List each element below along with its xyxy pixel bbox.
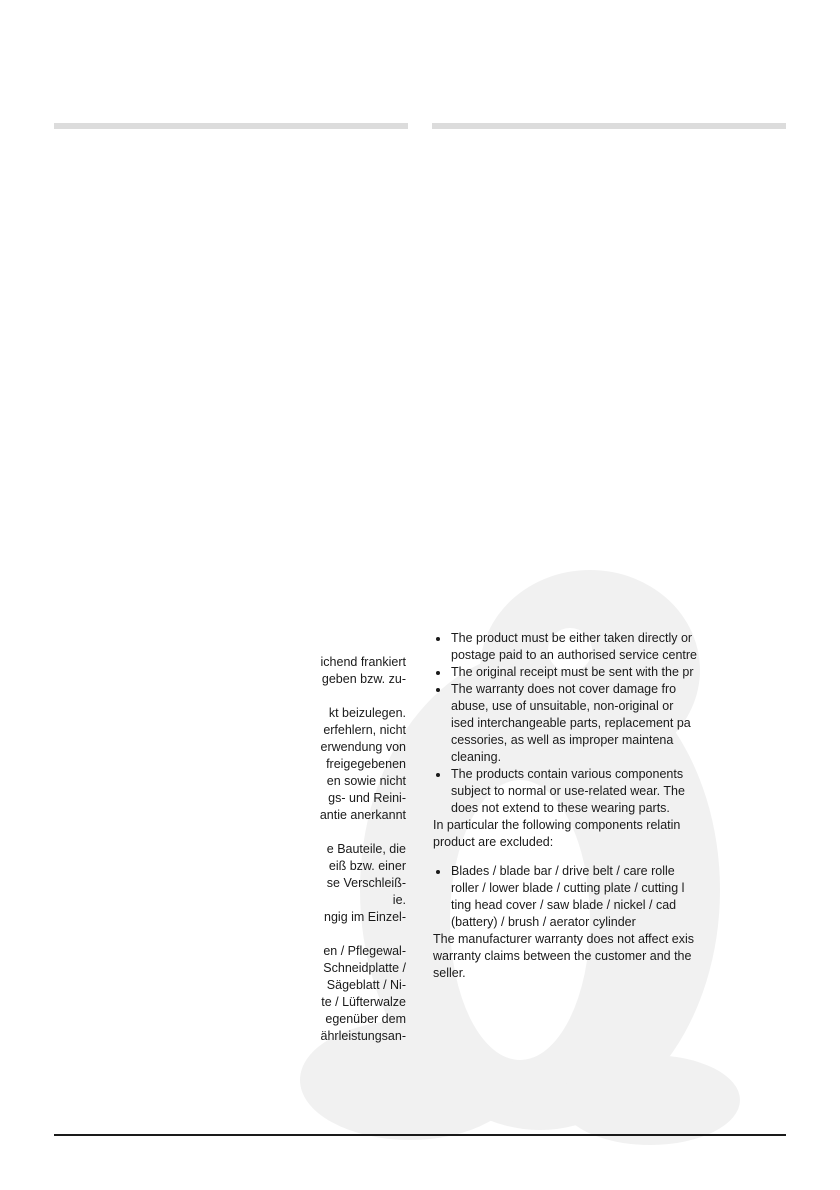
german-text-line: egenüber dem — [325, 1012, 406, 1026]
bullet-item-continuation — [433, 897, 728, 914]
german-text-line: erfehlern, nicht — [323, 723, 406, 737]
bullet-text: The product must be either taken directly or — [451, 631, 693, 645]
german-warranty-text — [262, 654, 406, 1045]
german-text-line — [262, 824, 406, 841]
bullet-text: (battery) / brush / aerator cylinder — [451, 915, 636, 929]
bullet-text: cessories, as well as improper maintena — [451, 733, 674, 747]
bullet-text: ised interchangeable parts, replacement pa — [451, 716, 691, 730]
german-text-line: te / Lüfterwalze — [321, 995, 406, 1009]
german-text-line: geben bzw. zu- — [321, 672, 406, 686]
bullet-item-continuation — [433, 647, 728, 664]
german-text-line — [262, 688, 406, 705]
bullet-icon — [436, 688, 440, 692]
paragraph-line: The manufacturer warranty does not affect exis — [433, 932, 695, 946]
bullet-text: ting head cover / saw blade / nickel / cad — [451, 898, 677, 912]
bullet-item-continuation — [433, 800, 728, 817]
bullet-item-start — [433, 681, 728, 698]
german-text-line: eiß bzw. einer — [328, 859, 406, 873]
bullet-item-continuation — [433, 715, 728, 732]
english-warranty-text — [433, 630, 728, 982]
german-text-line: en sowie nicht — [326, 774, 406, 788]
bullet-text: postage paid to an authorised service centre — [451, 648, 697, 662]
german-text-line: e Bauteile, die — [326, 842, 406, 856]
bullet-item-continuation — [433, 783, 728, 800]
bottom-rule — [54, 1134, 786, 1136]
german-text-line: ngig im Einzel- — [324, 910, 406, 924]
bullet-item-continuation — [433, 732, 728, 749]
german-text-line: erwendung von — [320, 740, 406, 754]
bullet-text: The products contain various components — [451, 767, 684, 781]
paragraph-line: warranty claims between the customer and the — [433, 949, 692, 963]
bullet-item-start — [433, 863, 728, 880]
german-text-line: Schneidplatte / — [323, 961, 406, 975]
bullet-text: The warranty does not cover damage fro — [451, 682, 677, 696]
bullet-icon — [436, 671, 440, 675]
german-text-line: freigegebenen — [326, 757, 406, 771]
bullet-text: subject to normal or use-related wear. The — [451, 784, 685, 798]
paragraph-line: product are excluded: — [433, 835, 554, 849]
german-text-line: ichend frankiert — [320, 655, 406, 669]
german-text-line: se Verschleiß- — [326, 876, 406, 890]
bullet-item-start — [433, 630, 728, 647]
bullet-text: abuse, use of unsuitable, non-original or — [451, 699, 674, 713]
bullet-text: Blades / blade bar / drive belt / care rolle — [451, 864, 675, 878]
german-text-line — [262, 926, 406, 943]
bullet-icon — [436, 637, 440, 641]
german-text-line: Sägeblatt / Ni- — [326, 978, 406, 992]
german-text-line: en / Pflegewal- — [323, 944, 406, 958]
german-text-line: ährleistungsan- — [320, 1029, 406, 1043]
bullet-item-continuation — [433, 749, 728, 766]
bullet-item-continuation — [433, 880, 728, 897]
bullet-item-start — [433, 664, 728, 681]
bullet-icon — [436, 870, 440, 874]
german-text-line: gs- und Reini- — [328, 791, 406, 805]
bullet-icon — [436, 773, 440, 777]
paragraph-line: In particular the following components relatin — [433, 818, 681, 832]
german-text-line: ie. — [392, 893, 406, 907]
bullet-item-continuation — [433, 698, 728, 715]
bullet-text: roller / lower blade / cutting plate / cutting l — [451, 881, 685, 895]
bullet-text: does not extend to these wearing parts. — [451, 801, 670, 815]
german-text-line: kt beizulegen. — [328, 706, 406, 720]
bullet-item-continuation — [433, 914, 728, 931]
spacer — [433, 851, 728, 863]
bullet-text: The original receipt must be sent with the pr — [451, 665, 694, 679]
bullet-item-start — [433, 766, 728, 783]
german-text-line: antie anerkannt — [319, 808, 406, 822]
top-rule-right — [432, 123, 786, 129]
top-rule-left — [54, 123, 408, 129]
bullet-text: cleaning. — [451, 750, 502, 764]
paragraph-line: seller. — [433, 966, 466, 980]
